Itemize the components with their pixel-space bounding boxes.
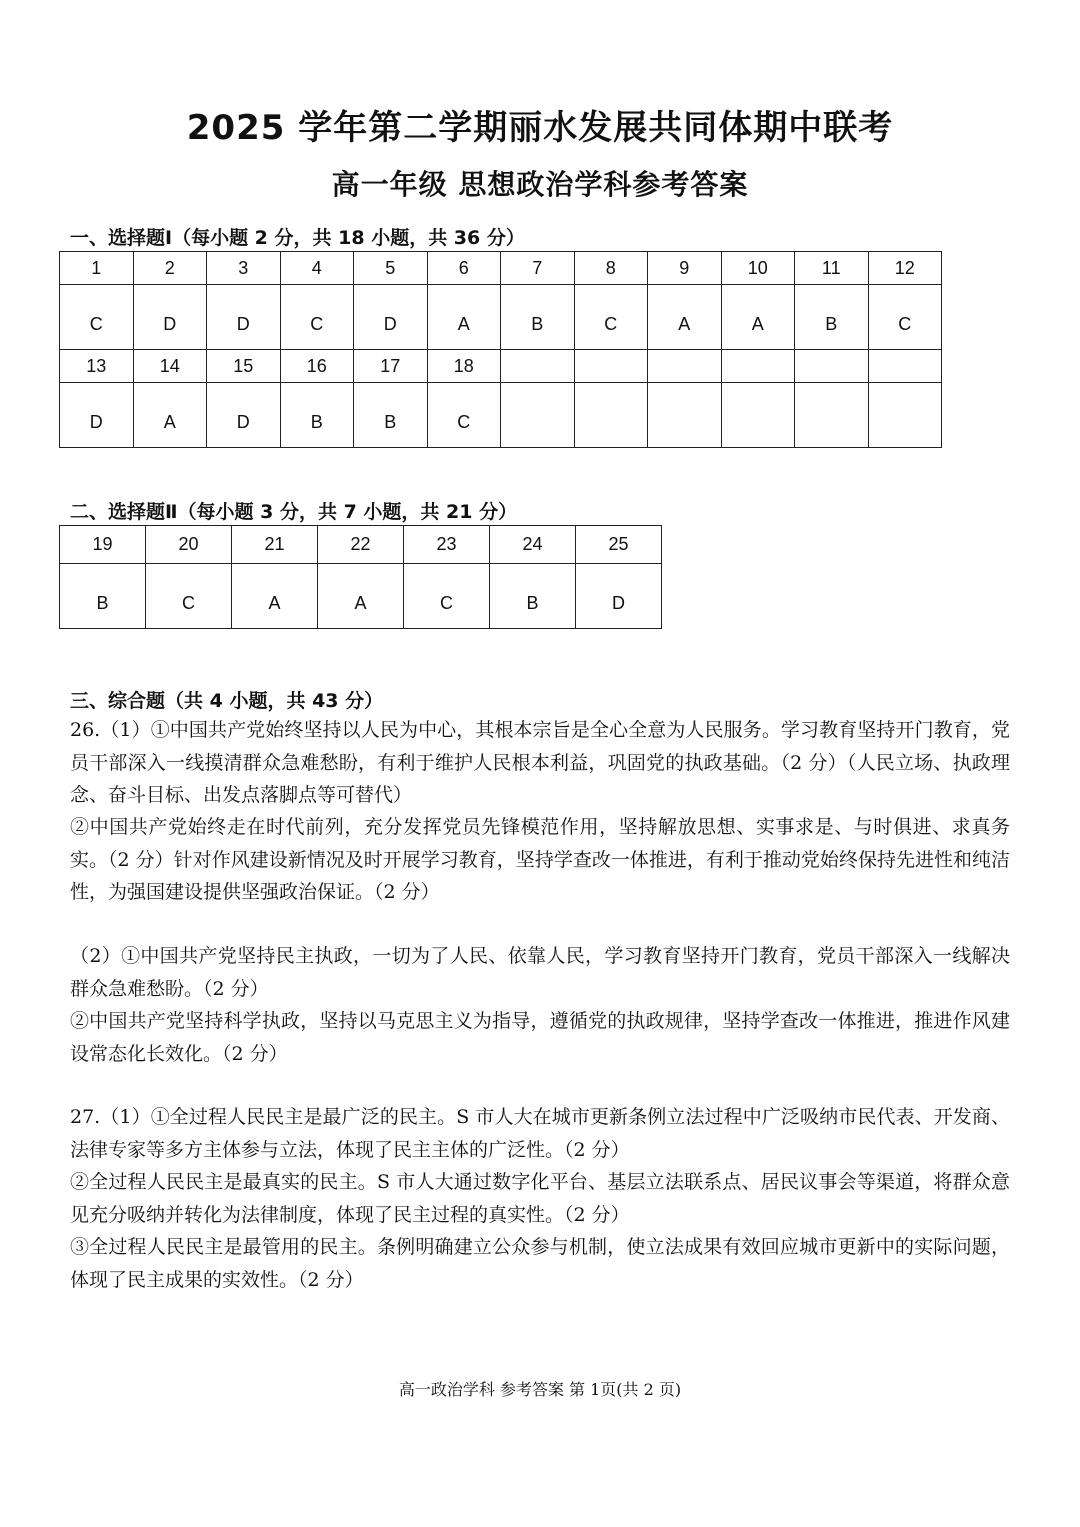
question-number-cell: 6: [427, 252, 501, 285]
question-number-cell: 22: [318, 526, 404, 564]
question-number-cell: 13: [60, 350, 134, 383]
answer-27-1-part3: ③全过程人民民主是最管用的民主。条例明确建立公众参与机制，使立法成果有效回应城市更新中的实际问题，体现了民主成果的实效性。（2 分）: [70, 1236, 1010, 1291]
question-number-cell: 25: [576, 526, 662, 564]
question-number-cell: [501, 350, 575, 383]
question-number-cell: 21: [232, 526, 318, 564]
question-number-row: [60, 526, 662, 564]
answer-cell: C: [868, 285, 942, 350]
answer-26-1-part2: ②中国共产党始终走在时代前列，充分发挥党员先锋模范作用，坚持解放思想、实事求是、与时俱进、求真务实。（2 分）针对作风建设新情况及时开展学习教育，坚持学查改一体推进，有利于推动党始终保持先进性和纯洁性，为强国建设提供坚强政治保证。（2 分）: [70, 816, 1010, 903]
answer-cell: A: [427, 285, 501, 350]
answer-cell: [868, 383, 942, 448]
answer-cell: [648, 383, 722, 448]
question-number-cell: [574, 350, 648, 383]
answer-cell: B: [280, 383, 354, 448]
choice-answer-table-2: [59, 525, 662, 629]
section2-heading: 二、选择题Ⅱ（每小题 3 分，共 7 小题，共 21 分）: [70, 501, 518, 523]
question-number-cell: 9: [648, 252, 722, 285]
answer-27-1-part2: ②全过程人民民主是最真实的民主。S 市人大通过数字化平台、基层立法联系点、居民议事会等渠道，将群众意见充分吸纳并转化为法律制度，体现了民主过程的真实性。（2 分）: [70, 1171, 1010, 1226]
question-number-cell: 5: [354, 252, 428, 285]
answer-cell: B: [60, 564, 146, 629]
answer-cell: D: [133, 285, 207, 350]
answer-cell: B: [490, 564, 576, 629]
page-title: 2025 学年第二学期丽水发展共同体期中联考: [186, 108, 894, 148]
question-number-cell: 10: [721, 252, 795, 285]
answer-26-2-part1: （2）①中国共产党坚持民主执政，一切为了人民、依靠人民，学习教育坚持开门教育，党员干部深入一线解决群众急难愁盼。（2 分）: [70, 945, 1010, 1000]
question-number-cell: 16: [280, 350, 354, 383]
question-number-row: [60, 252, 942, 285]
answer-cell: C: [280, 285, 354, 350]
question-number-cell: 19: [60, 526, 146, 564]
answer-cell: A: [133, 383, 207, 448]
answer-cell: C: [404, 564, 490, 629]
answer-cell: [795, 383, 869, 448]
question-number-cell: [721, 350, 795, 383]
question-number-cell: 20: [146, 526, 232, 564]
question-number-cell: 8: [574, 252, 648, 285]
answer-cell: D: [60, 383, 134, 448]
answer-cell: C: [60, 285, 134, 350]
answer-cell: B: [795, 285, 869, 350]
answer-cell: A: [232, 564, 318, 629]
answer-cell: C: [427, 383, 501, 448]
question-number-cell: 17: [354, 350, 428, 383]
question-number-cell: 7: [501, 252, 575, 285]
question-number-cell: 11: [795, 252, 869, 285]
question-number-cell: 24: [490, 526, 576, 564]
question-number-cell: 4: [280, 252, 354, 285]
section1-heading: 一、选择题Ⅰ（每小题 2 分，共 18 小题，共 36 分）: [70, 227, 525, 249]
answer-27-1-part1: 27.（1）①全过程人民民主是最广泛的民主。S 市人大在城市更新条例立法过程中广泛吸纳市民代表、开发商、法律专家等多方主体参与立法，体现了民主主体的广泛性。（2 分）: [70, 1106, 1010, 1161]
question-number-cell: 2: [133, 252, 207, 285]
section3-heading: 三、综合题（共 4 小题，共 43 分）: [70, 690, 384, 712]
question-number-cell: [868, 350, 942, 383]
question-number-cell: 18: [427, 350, 501, 383]
question-number-cell: 15: [207, 350, 281, 383]
question-number-cell: 12: [868, 252, 942, 285]
question-number-cell: 23: [404, 526, 490, 564]
question-number-cell: [648, 350, 722, 383]
answer-cell: A: [648, 285, 722, 350]
answer-cell: B: [354, 383, 428, 448]
page-footer: 高一政治学科 参考答案 第 1页(共 2 页): [398, 1380, 682, 1399]
answer-cell: [574, 383, 648, 448]
answer-cell: D: [576, 564, 662, 629]
question-number-cell: [795, 350, 869, 383]
answer-cell: [501, 383, 575, 448]
answer-cell: A: [318, 564, 404, 629]
question-number-cell: 14: [133, 350, 207, 383]
answer-row: [60, 564, 662, 629]
answer-cell: B: [501, 285, 575, 350]
answer-cell: D: [207, 285, 281, 350]
answer-cell: D: [207, 383, 281, 448]
answer-cell: C: [146, 564, 232, 629]
question-number-row: [60, 350, 942, 383]
answer-cell: [721, 383, 795, 448]
page-subtitle: 高一年级 思想政治学科参考答案: [331, 168, 749, 201]
answer-26-1-part1: 26.（1）①中国共产党始终坚持以人民为中心，其根本宗旨是全心全意为人民服务。学习教育坚持开门教育，党员干部深入一线摸清群众急难愁盼，有利于维护人民根本利益，巩固党的执政基础。（2 分）（人民立场、执政理念、奋斗目标、出发点落脚点等可替代）: [70, 719, 1010, 806]
answer-row: [60, 285, 942, 350]
question-number-cell: 3: [207, 252, 281, 285]
answer-26-2-part2: ②中国共产党坚持科学执政，坚持以马克思主义为指导，遵循党的执政规律，坚持学查改一体推进，推进作风建设常态化长效化。（2 分）: [70, 1010, 1010, 1065]
answer-row: [60, 383, 942, 448]
question-number-cell: 1: [60, 252, 134, 285]
answer-cell: C: [574, 285, 648, 350]
choice-answer-table-1: [59, 251, 942, 448]
answer-cell: A: [721, 285, 795, 350]
answer-cell: D: [354, 285, 428, 350]
